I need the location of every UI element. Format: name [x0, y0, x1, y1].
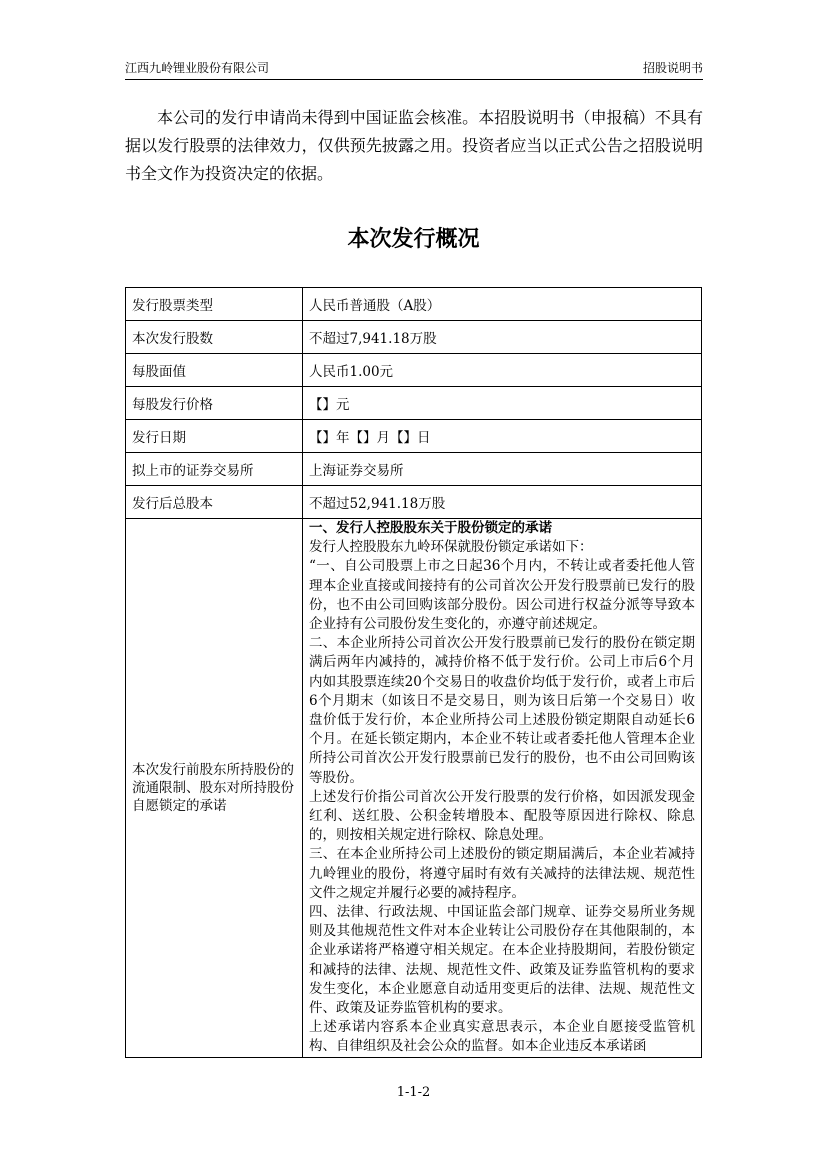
lockup-paragraph: 上述承诺内容系本企业真实意思表示，本企业自愿接受监管机构、自律组织及社会公众的监督。如本企业违反本承诺函 — [309, 1019, 695, 1055]
lockup-heading: 一、发行人控股股东关于股份锁定的承诺 — [309, 520, 552, 536]
row-value: 上海证券交易所 — [303, 453, 702, 486]
row-label: 本次发行股数 — [126, 321, 303, 354]
row-value: 【】元 — [303, 387, 702, 420]
lockup-paragraph: 四、法律、行政法规、中国证监会部门规章、证券交易所业务规则及其他规范性文件对本企业转让公司股份存在其他限制的，本企业承诺将严格遵守相关规定。在本企业持股期间，若股份锁定和减持的法律、法规、规范性文件、政策及证券监管机构的要求发生变化，本企业愿意自动适用变更后的法律、法规、规范性文件、政策及证券监管机构的要求。 — [309, 904, 695, 1017]
table-row — [126, 321, 702, 354]
row-value: 不超过7,941.18万股 — [303, 321, 702, 354]
row-value: 不超过52,941.18万股 — [303, 486, 702, 519]
lockup-paragraph: 二、本企业所持公司首次公开发行股票前已发行的股份在锁定期满后两年内减持的，减持价格不低于发行价。公司上市后6个月内如其股票连续20个交易日的收盘价均低于发行价，或者上市后6个月期末（如该日不是交易日，则为该日后第一个交易日）收盘价低于发行价，本企业所持公司上述股份锁定期限自动延长6个月。在延长锁定期内，本企业不转让或者委托他人管理本企业所持公司首次公开发行股票前已发行的股份，也不由公司回购该等股份。 — [309, 635, 695, 786]
page-number: 1-1-2 — [396, 1085, 431, 1100]
row-label: 每股发行价格 — [126, 387, 303, 420]
table-row — [126, 288, 702, 321]
lockup-paragraph: 发行人控股股东九岭环保就股份锁定承诺如下： — [309, 539, 593, 556]
row-value: 人民币1.00元 — [303, 354, 702, 387]
page-header — [125, 59, 703, 80]
table-row-lockup — [126, 519, 702, 1058]
overview-table — [125, 287, 702, 1058]
header-doc-type: 招股说明书 — [642, 61, 703, 75]
lockup-paragraph: 上述发行价指公司首次公开发行股票的发行价格，如因派发现金红利、送红股、公积金转增股本、配股等原因进行除权、除息的，则按相关规定进行除权、除息处理。 — [309, 788, 695, 844]
lockup-label: 本次发行前股东所持股份的流通限制、股东对所持股份自愿锁定的承诺 — [126, 519, 303, 1058]
header-company: 江西九岭锂业股份有限公司 — [125, 61, 270, 75]
lockup-paragraph: “一、自公司股票上市之日起36个月内，不转让或者委托他人管理本企业直接或间接持有的公司首次公开发行股票前已发行的股份，也不由公司回购该部分股份。因公司进行权益分派等导致本企业持有公司股份发生变化的，亦遵守前述规定。 — [309, 558, 695, 633]
table-row — [126, 486, 702, 519]
page-title: 本次发行概况 — [347, 227, 480, 252]
table-row — [126, 453, 702, 486]
table-row — [126, 387, 702, 420]
row-label: 发行后总股本 — [126, 486, 303, 519]
table-row — [126, 354, 702, 387]
row-label: 每股面值 — [126, 354, 303, 387]
row-value: 【】年【】月【】日 — [303, 420, 702, 453]
lockup-paragraph: 三、在本企业所持公司上述股份的锁定期届满后，本企业若减持九岭锂业的股份，将遵守届时有效有关减持的法律法规、规范性文件之规定并履行必要的减持程序。 — [309, 846, 695, 901]
row-label: 发行股票类型 — [126, 288, 303, 321]
lockup-content — [303, 519, 702, 1058]
row-label: 发行日期 — [126, 420, 303, 453]
row-label: 拟上市的证券交易所 — [126, 453, 303, 486]
row-value: 人民币普通股（A股） — [303, 288, 702, 321]
table-row — [126, 420, 702, 453]
intro-paragraph: 本公司的发行申请尚未得到中国证监会核准。本招股说明书（申报稿）不具有据以发行股票的法律效力，仅供预先披露之用。投资者应当以正式公告之招股说明书全文作为投资决定的依据。 — [125, 108, 703, 183]
